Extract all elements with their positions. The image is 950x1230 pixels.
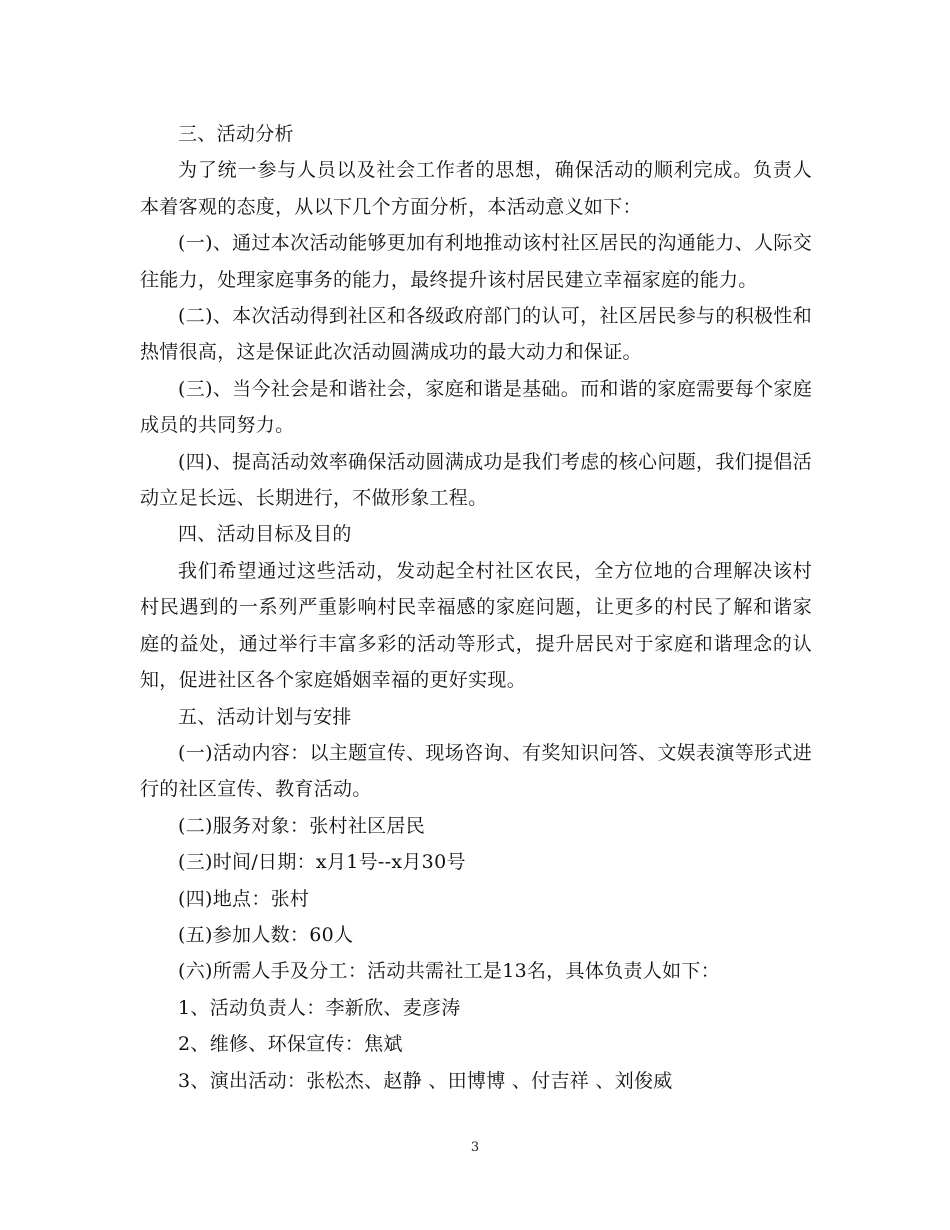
paragraph-analysis-intro: 为了统一参与人员以及社会工作者的思想，确保活动的顺利完成。负责人本着客观的态度，从以下几个方面分析，本活动意义如下： [140, 159, 812, 218]
paragraph-plan-location: (四)地点：张村 [178, 887, 310, 910]
paragraph-plan-staffing: (六)所需人手及分工：活动共需社工是13名，具体负责人如下： [178, 960, 721, 983]
paragraph-goals: 我们希望通过这些活动，发动起全村社区农民，全方位地的合理解决该村村民遇到的一系列严重影响村民幸福感的家庭问题，让更多的村民了解和谐家庭的益处，通过举行丰富多彩的活动等形式，提升居民对于家庭和谐理念的认知，促进社区各个家庭婚姻幸福的更好实现。 [140, 559, 812, 692]
list-item-lead: 1、活动负责人：李新欣、麦彦涛 [178, 996, 461, 1019]
list-item-maintenance: 2、维修、环保宣传：焦斌 [178, 1033, 403, 1056]
section-heading-activity-analysis: 三、活动分析 [178, 123, 294, 145]
section-heading-plan: 五、活动计划与安排 [178, 705, 352, 728]
paragraph-analysis-point-4: (四)、提高活动效率确保活动圆满成功是我们考虑的核心问题，我们提倡活动立足长远、长期进行，不做形象工程。 [140, 450, 812, 510]
paragraph-analysis-point-3: (三)、当今社会是和谐社会，家庭和谐是基础。而和谐的家庭需要每个家庭成员的共同努力。 [140, 377, 812, 437]
section-heading-goals: 四、活动目标及目的 [178, 523, 352, 546]
paragraph-analysis-point-1: (一)、通过本次活动能够更加有利地推动该村社区居民的沟通能力、人际交往能力，处理家庭事务的能力，最终提升该村居民建立幸福家庭的能力。 [140, 232, 812, 291]
paragraph-analysis-point-2: (二)、本次活动得到社区和各级政府部门的认可，社区居民参与的积极性和热情很高，这是保证此次活动圆满成功的最大动力和保证。 [140, 305, 812, 364]
page-number: 3 [470, 1140, 480, 1155]
paragraph-plan-audience: (二)服务对象：张村社区居民 [178, 814, 426, 837]
paragraph-plan-participants: (五)参加人数：60人 [178, 923, 354, 946]
document-body [140, 116, 812, 1099]
list-item-performance: 3、演出活动：张松杰、赵静 、田博博 、付吉祥 、刘俊威 [178, 1069, 673, 1092]
paragraph-plan-content: (一)活动内容：以主题宣传、现场咨询、有奖知识问答、文娱表演等形式进行的社区宣传、教育活动。 [140, 741, 812, 801]
paragraph-plan-date: (三)时间/日期：x月1号--x月30号 [178, 851, 466, 874]
